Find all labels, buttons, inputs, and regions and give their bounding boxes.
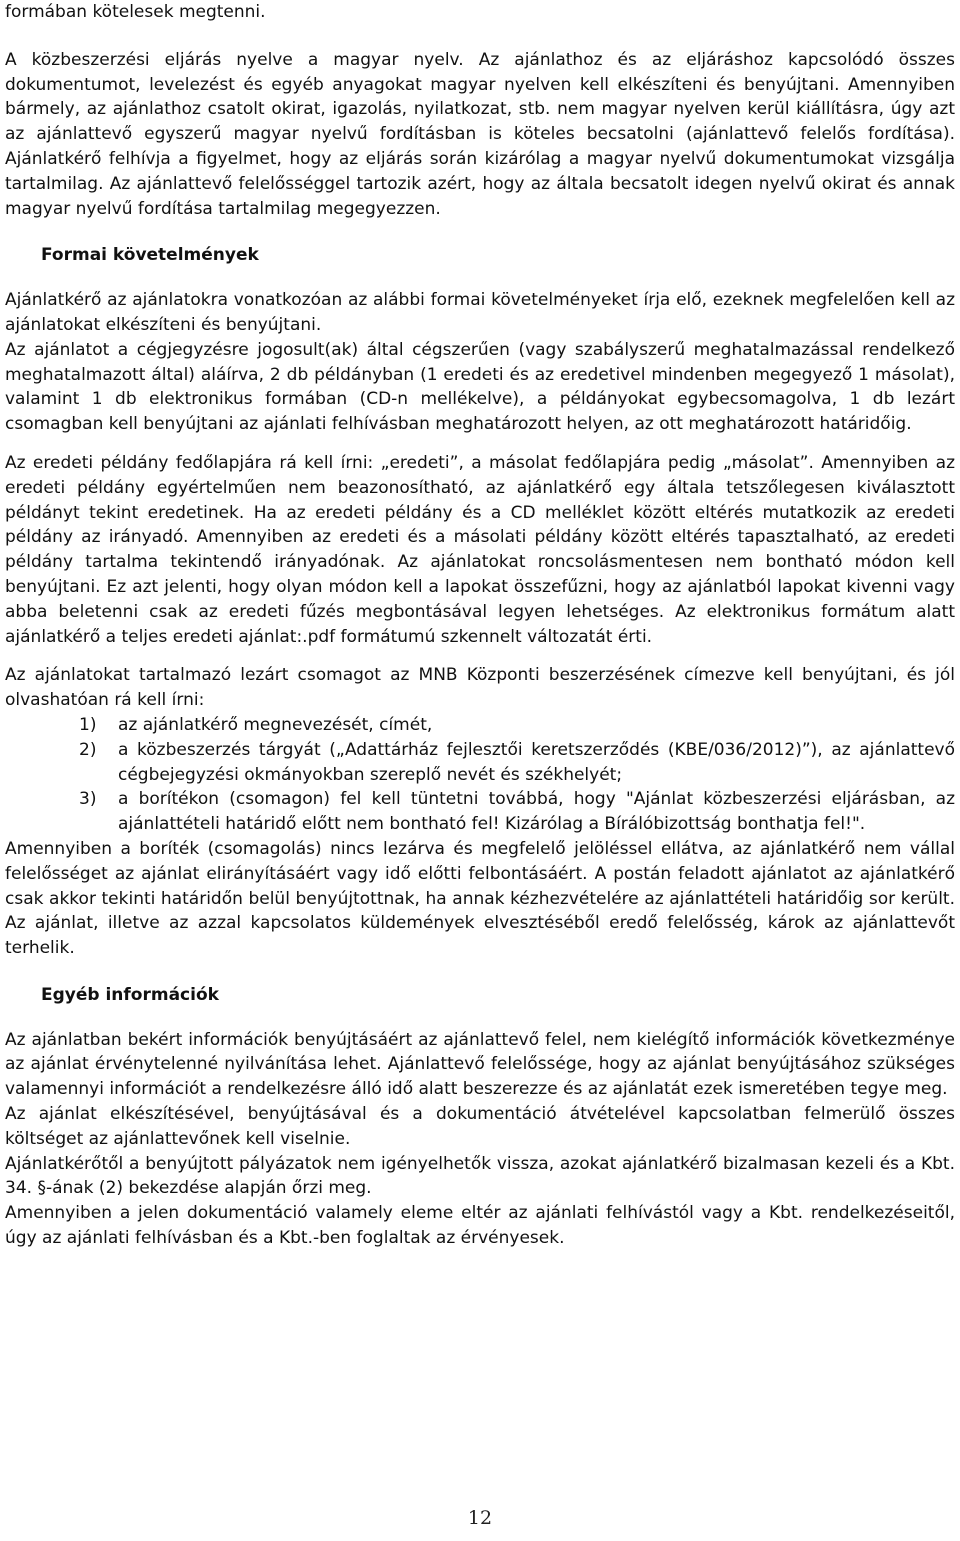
envelope-requirements-list bbox=[5, 713, 955, 837]
list-item bbox=[5, 787, 955, 837]
other-paragraph-4: Amennyiben a jelen dokumentáció valamely eleme eltér az ajánlati felhívástól vagy a Kbt. rendelkezéseitől, úgy az ajánlati felhívásban és a Kbt.-ben foglaltak az érvényesek. bbox=[5, 1203, 955, 1249]
other-paragraph-3: Ajánlatkérőtől a benyújtott pályázatok nem igényelhetők vissza, azokat ajánlatkérő bizalmasan kezeli és a Kbt. 34. §-ának (2) bekezdése alapján őrzi meg. bbox=[5, 1153, 955, 1199]
other-paragraph-2: Az ajánlat elkészítésével, benyújtásával és a dokumentáció átvételével kapcsolatban felmerülő összes költséget az ajánlattevőnek kell viselnie. bbox=[5, 1104, 955, 1149]
formal-requirements-heading: Formai követelmények bbox=[41, 245, 259, 266]
intro-fragment: formában kötelesek megtenni. bbox=[5, 2, 266, 22]
language-paragraph: A közbeszerzési eljárás nyelve a magyar nyelv. Az ajánlathoz és az eljáráshoz kapcsolódó összes dokumentumot, levelezést és egyéb anyagokat magyar nyelven kell elkészíteni és benyújtani. Amennyiben bármely, az ajánlathoz csatolt okirat, igazolás, nyilatkozat, stb. nem magyar nyelven kerül kiállításra, úgy azt az ajánlattevő egyszerű magyar nyelvű fordításban is köteles becsatolni (ajánlattevő felelős fordítása). Ajánlatkérő felhívja a figyelmet, hogy az eljárás során kizárólag a magyar nyelvű dokumentumokat vizsgálja tartalmilag. Az ajánlattevő felelősséggel tartozik azért, hogy az általa becsatolt idegen nyelvű okirat és annak magyar nyelvű fordítása tartalmilag megegyezzen. bbox=[5, 49, 955, 219]
document-page bbox=[5, 0, 955, 1251]
list-item-text: az ajánlatkérő megnevezését, címét, bbox=[118, 714, 433, 735]
other-paragraph-1: Az ajánlatban bekért információk benyújtásáért az ajánlattevő felel, nem kielégítő információk következménye az ajánlat érvénytelenné nyilvánítása lehet. Ajánlattevő felelőssége, hogy az ajánlat benyújtásához szükséges valamennyi információt a rendelkezésre álló idő alatt beszerezze és az ajánlatát ezek ismeretében tegye meg. bbox=[5, 1029, 955, 1100]
list-item-text: a közbeszerzés tárgyát („Adattárház fejlesztői keretszerződés (KBE/036/2012)”), az ajánlattevő cégbejegyzési okmányokban szereplő nevét és székhelyét; bbox=[118, 739, 955, 785]
list-item-number: 3) bbox=[79, 789, 97, 810]
formal-paragraph-1: Ajánlatkérő az ajánlatokra vonatkozóan az alábbi formai követelményeket írja elő, ezeknek megfelelően kell az ajánlatokat elkészíteni és benyújtani. bbox=[5, 290, 955, 335]
list-item-number: 2) bbox=[79, 739, 97, 760]
formal-paragraph-4: Az ajánlatokat tartalmazó lezárt csomagot az MNB Központi beszerzésének címezve kell benyújtani, és jól olvashatóan rá kell írni: bbox=[5, 665, 955, 711]
list-item bbox=[5, 713, 955, 738]
list-item bbox=[5, 738, 955, 788]
formal-paragraph-2: Az ajánlatot a cégjegyzésre jogosult(ak) által cégszerűen (vagy szabályszerű meghatalmazással rendelkező meghatalmazott által) aláírva, 2 db példányban (1 eredeti és az eredetivel mindenben megegyező 1 másolat), valamint 1 db elektronikus formában (CD-n mellékelve), a példányokat egybecsomagolva, 1 db lezárt csomagban kell benyújtani az ajánlati felhívásban meghatározott helyen, az ott meghatározott határidőig. bbox=[5, 339, 955, 435]
other-information-heading: Egyéb információk bbox=[41, 984, 219, 1005]
formal-paragraph-5: Amennyiben a boríték (csomagolás) nincs lezárva és megfelelő jelöléssel ellátva, az ajánlatkérő nem vállal felelősséget az ajánlat elirányításáért vagy idő előtti felbontásáért. A postán feladott ajánlatot az ajánlatkérő csak akkor tekinti határidőn belül benyújtottnak, ha annak kézhezvételére az ajánlattételi határidőig sor került. Az ajánlat, illetve az azzal kapcsolatos küldemények elvesztéséből eredő felelősség, károk az ajánlattevőt terhelik. bbox=[5, 838, 955, 959]
list-item-text: a borítékon (csomagon) fel kell tüntetni továbbá, hogy "Ajánlat közbeszerzési eljárásban, az ajánlattételi határidő előtt nem bontható fel! Kizárólag a Bírálóbizottság bonthatja fel!". bbox=[118, 789, 955, 835]
formal-paragraph-3: Az eredeti példány fedőlapjára rá kell írni: „eredeti”, a másolat fedőlapjára pedig „másolat”. Amennyiben az eredeti példány egyértelműen nem beazonosítható, az ajánlatkérő egy általa tetszőlegesen kiválasztott példányt tekint eredetinek. Ha az eredeti példány és a CD melléklet között eltérés mutatkozik az eredeti példány az irányadó. Amennyiben az eredeti és a másolati példány között eltérés tapasztalható, az eredeti példány tartalma tekintendő irányadónak. Az ajánlatokat roncsolásmentesen nem bontható módon kell benyújtani. Ez azt jelenti, hogy olyan módon kell a lapokat összefűzni, hogy az ajánlatból lapokat kivenni vagy abba beletenni csak az eredeti fűzés megbontásával legyen lehetséges. Az elektronikus formátum alatt ajánlatkérő a teljes eredeti ajánlat:.pdf formátumú szkennelt változatát érti. bbox=[5, 452, 955, 647]
page-number: 12 bbox=[467, 1507, 493, 1529]
list-item-number: 1) bbox=[79, 714, 97, 735]
